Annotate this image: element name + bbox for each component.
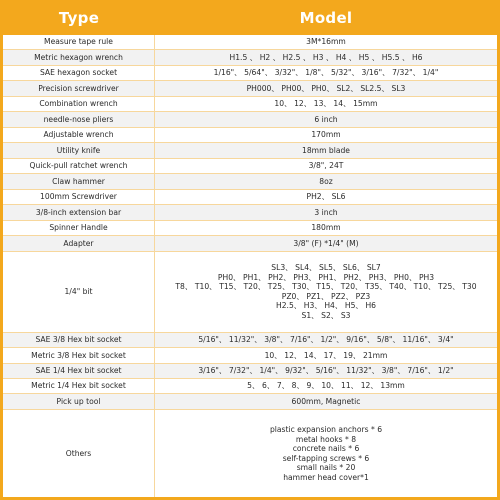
table-header: [3, 0, 497, 35]
model-cell: 3M*16mm: [306, 37, 346, 47]
type-cell: Adjustable wrench: [3, 128, 155, 142]
table-row: [3, 236, 497, 251]
model-cell: 3/8", 24T: [308, 161, 344, 171]
table-row: [3, 97, 497, 112]
type-cell: needle-nose pliers: [3, 112, 155, 126]
model-cell: 3/16"、 7/32"、 1/4"、 9/32"、 5/16"、 11/32"、 3/8"、 7/16"、 1/2": [155, 364, 497, 378]
type-cell: SAE 1/4 Hex bit socket: [3, 364, 155, 378]
table-row: [3, 364, 497, 379]
type-cell: Utility knife: [3, 143, 155, 157]
model-cell: 5、 6、 7、 8、 9、 10、 11、 12、 13mm: [247, 381, 405, 391]
model-cell: 3 inch: [155, 205, 497, 219]
type-cell: 3/8-inch extension bar: [3, 205, 155, 219]
type-cell: Metric 3/8 Hex bit socket: [3, 348, 155, 362]
table-row: [3, 35, 497, 50]
model-cell: 180mm: [311, 223, 341, 233]
spec-table: [3, 35, 497, 497]
table-row: [3, 112, 497, 127]
type-cell: Measure tape rule: [3, 35, 155, 49]
type-cell: Combination wrench: [3, 97, 155, 111]
type-cell: SAE 3/8 Hex bit socket: [3, 333, 155, 347]
type-cell: Claw hammer: [3, 174, 155, 188]
type-cell: 1/4" bit: [3, 252, 155, 332]
model-cell: 1/16"、 5/64"、 3/32"、 1/8"、 5/32"、 3/16"、 7/32"、 1/4": [213, 68, 439, 78]
table-row: [3, 66, 497, 81]
type-cell: Adapter: [3, 236, 155, 250]
table-row: [3, 50, 497, 65]
table-row: [3, 81, 497, 96]
type-cell: Precision screwdriver: [3, 81, 155, 95]
table-row: [3, 174, 497, 189]
type-cell: Metric 1/4 Hex bit socket: [3, 379, 155, 393]
model-cell: 5/16"、 11/32"、 3/8"、 7/16"、 1/2"、 9/16"、 5/8"、 11/16"、 3/4": [155, 333, 497, 347]
table-row: [3, 333, 497, 348]
table-row: [3, 379, 497, 394]
type-cell: Quick-pull ratchet wrench: [3, 159, 155, 173]
model-cell: PH000、 PH00、 PH0、 SL2、 SL2.5、 SL3: [155, 81, 497, 95]
model-cell: PH2、 SL6: [306, 192, 346, 202]
table-row: [3, 410, 497, 497]
model-cell: 600mm, Magnetic: [155, 394, 497, 408]
model-cell: H1.5 、 H2 、 H2.5 、 H3 、 H4 、 H5 、 H5.5 、 H6: [155, 50, 497, 64]
model-cell: 18mm blade: [155, 143, 497, 157]
type-cell: SAE hexagon socket: [3, 66, 155, 80]
type-cell: Spinner Handle: [3, 221, 155, 235]
model-cell: 10、 12、 13、 14、 15mm: [274, 99, 378, 109]
table-row: [3, 205, 497, 220]
table-row: [3, 128, 497, 143]
model-cell: 8oz: [155, 174, 497, 188]
type-cell: Metric hexagon wrench: [3, 50, 155, 64]
model-cell: plastic expansion anchors * 6 metal hooks * 8 concrete nails * 6 self-tapping screws * 6 small nails * 20 hammer head cover*1: [269, 425, 383, 482]
type-column-header: Type: [58, 8, 100, 27]
table-row: [3, 348, 497, 363]
table-row: [3, 252, 497, 333]
table-row: [3, 159, 497, 174]
table-row: [3, 394, 497, 409]
model-column-header: Model: [299, 8, 353, 27]
table-row: [3, 221, 497, 236]
model-cell: 3/8" (F) *1/4" (M): [155, 236, 497, 250]
table-row: [3, 143, 497, 158]
type-cell: Others: [3, 410, 155, 497]
type-cell: Pick up tool: [3, 394, 155, 408]
model-cell: 10、 12、 14、 17、 19、 21mm: [264, 350, 388, 360]
table-row: [3, 190, 497, 205]
model-cell: 170mm: [311, 130, 341, 140]
model-cell: 6 inch: [155, 112, 497, 126]
model-cell: SL3、 SL4、 SL5、 SL6、 SL7 PH0、 PH1、 PH2、 PH3、 PH1、 PH2、 PH3、 PH0、 PH3 T8、 T10、 T15、 T20、 T25、 T30、 T15、 T20、 T35、 T40、 T10、 T25、 T30 PZ0、 PZ1、 PZ2、 PZ3 H2.5、 H3、 H4、 H5、 H6 S1、 S2、 S3: [175, 263, 477, 320]
type-cell: 100mm Screwdriver: [3, 190, 155, 204]
